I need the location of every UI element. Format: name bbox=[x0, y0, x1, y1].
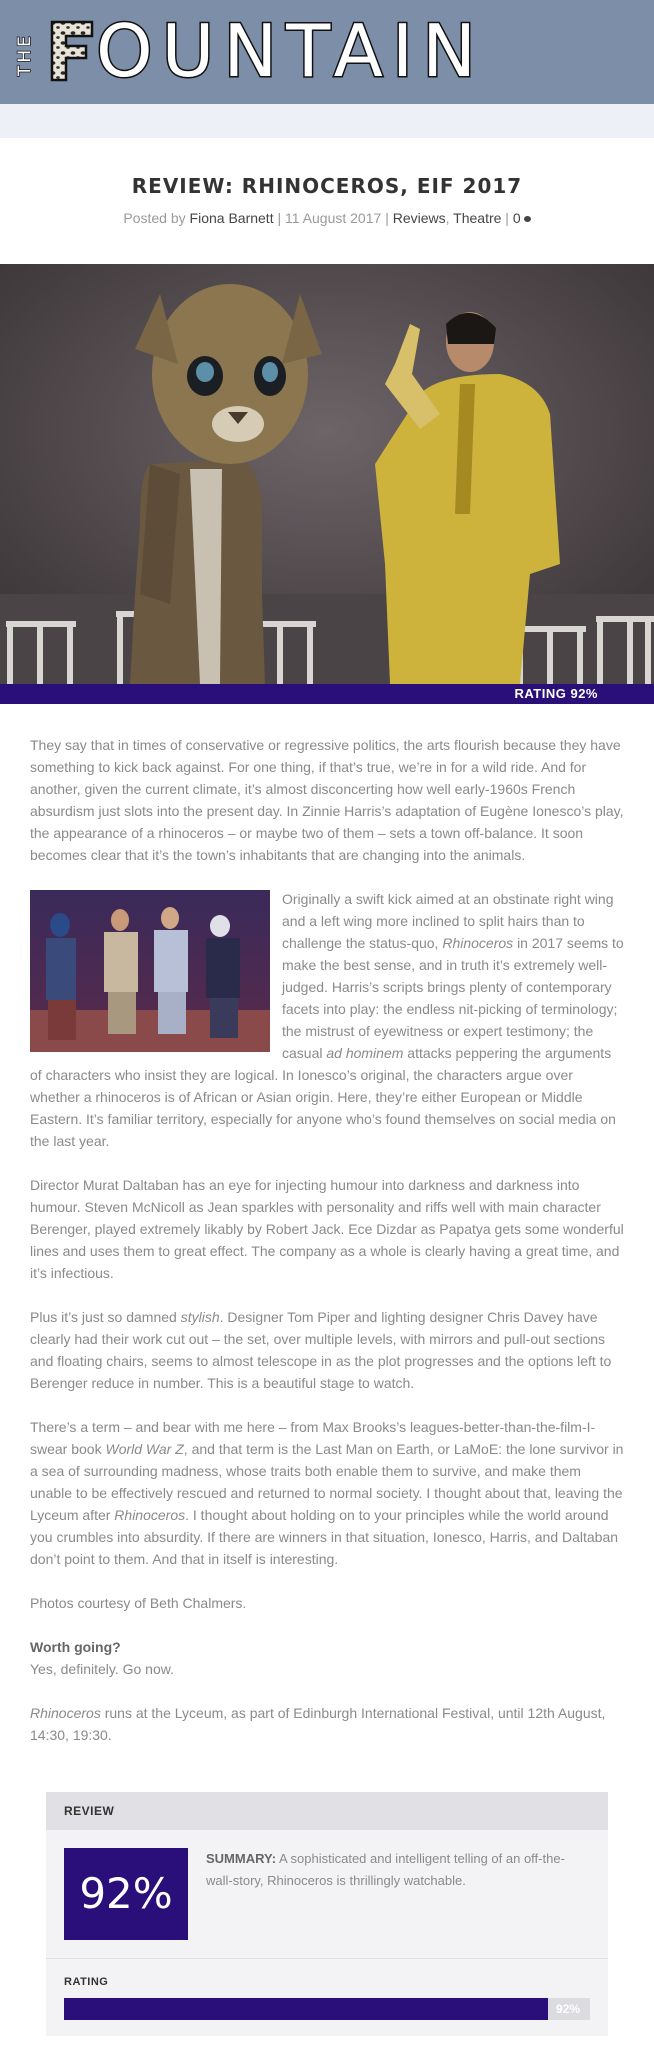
post-meta bbox=[0, 210, 654, 226]
posted-by-label: Posted by bbox=[123, 210, 186, 226]
worth-going-label: Worth going? bbox=[30, 1639, 121, 1655]
meta-separator: | bbox=[277, 210, 282, 226]
article-paragraph: Director Murat Daltaban has an eye for injecting humour into darkness and darkness into humour. Steven McNicoll as Jean sparkles with personality and riffs well with main character Berenger, played extremely likably by Robert Jack. Ece Dizdar as Papatya gets some wonderful lines and uses them to great effect. The company as a whole is clearly having a great time, and it’s infectious. bbox=[30, 1177, 624, 1281]
review-box bbox=[46, 1792, 608, 2036]
emphasis-text: World War Z bbox=[105, 1441, 184, 1457]
stage-photo bbox=[30, 890, 270, 1052]
review-header bbox=[46, 1792, 608, 1830]
hero-rating-badge: RATING 92% bbox=[514, 686, 598, 701]
post-title: REVIEW: RHINOCEROS, EIF 2017 bbox=[131, 174, 523, 198]
review-header-label: REVIEW bbox=[64, 1804, 115, 1818]
paragraph-text: , and that term is the Last Man on Earth, or LaMoE: the lone survivor in a sea of surrounding madness, whose traits both enable them to survive, and make them unable to be effectively rescued and returned to normal society. I thought about that, leaving the Lyceum after bbox=[30, 1441, 624, 1523]
paragraph-text: There’s a term – and bear with me here – from Max Brooks’s leagues-better-than-the-film-I-swear book bbox=[30, 1419, 596, 1457]
article-body bbox=[30, 734, 624, 1768]
emphasis-text: Rhinoceros bbox=[30, 1705, 101, 1721]
runs-info bbox=[30, 1702, 624, 1746]
hero-image bbox=[0, 264, 654, 684]
logo-wordmark[interactable]: OUNTAIN bbox=[96, 9, 485, 93]
summary-label: SUMMARY: bbox=[206, 1851, 277, 1866]
category-link-theatre[interactable]: Theatre bbox=[453, 210, 502, 226]
author-link[interactable]: Fiona Barnett bbox=[189, 210, 274, 226]
comments-link[interactable] bbox=[513, 210, 531, 226]
review-divider bbox=[46, 1958, 608, 1959]
paragraph-text: . I thought about holding on to your principles while the world around you crumbles into absurdity. If there are winners in that situation, Ionesco, Harris, and Daltaban don’t point to them. And that in itself is interesting. bbox=[30, 1507, 619, 1567]
paragraph-text: Originally a swift kick aimed at an obstinate right wing and a left wing more inclined to split hairs than to challenge the status-quo, bbox=[282, 891, 614, 951]
emphasis-text: ad hominem bbox=[326, 1045, 404, 1061]
post-date: 11 August 2017 bbox=[285, 210, 382, 226]
worth-going-text: Yes, definitely. Go now. bbox=[30, 1661, 174, 1677]
header-strip bbox=[0, 104, 654, 138]
category-comma: , bbox=[445, 210, 450, 226]
paragraph-text: . Designer Tom Piper and lighting designer Chris Davey have clearly had their work cut out – the set, over multiple levels, with mirrors and pull-out sections and floating chairs, seems to almost telescope in as the plot progresses and the options left to Berenger reduce in number. This is a beautiful stage to watch. bbox=[30, 1309, 612, 1391]
logo-the-wordmark[interactable] bbox=[14, 22, 36, 80]
emphasis-text: Rhinoceros bbox=[114, 1507, 186, 1523]
paragraph-text: Plus it’s just so damned bbox=[30, 1309, 177, 1325]
site-header bbox=[0, 0, 654, 104]
article-paragraph bbox=[30, 1306, 624, 1394]
paragraph-text: in 2017 seems to make the best sense, and in truth it’s extremely well-judged. Harris’s scripts brings plenty of contemporary facets into play: the endless nit-picking of terminology; the mistrust of eyewitness or expert testimony; the casual bbox=[282, 935, 624, 1061]
logo-the-text: THE bbox=[15, 33, 35, 76]
runs-text: runs at the Lyceum, as part of Edinburgh International Festival, until 12th August, 14:30, 19:30. bbox=[30, 1705, 606, 1743]
rating-bar-value: 92% bbox=[555, 2002, 580, 2016]
logo-f-leopard-icon[interactable] bbox=[50, 20, 94, 82]
photo-credit: Photos courtesy of Beth Chalmers. bbox=[30, 1595, 247, 1611]
inline-photo-four-actors bbox=[30, 890, 270, 1052]
review-score: 92% bbox=[64, 1848, 188, 1940]
worth-going bbox=[30, 1636, 624, 1680]
rating-bar-fill bbox=[64, 1998, 548, 2020]
paragraph-text: attacks peppering the arguments of characters who insist they are logical. In Ionesco’s original, the characters argue over whether a rhinoceros is of African or Asian origin. Here, they’re either European or Middle Eastern. It’s familiar territory, especially for anyone who’s found themselves on social media on the last year. bbox=[30, 1045, 616, 1149]
review-summary bbox=[206, 1848, 590, 1892]
emphasis-text: stylish bbox=[180, 1309, 220, 1325]
article-paragraph bbox=[30, 888, 624, 1152]
emphasis-text: Rhinoceros bbox=[442, 935, 514, 951]
comment-bubble-icon bbox=[524, 216, 531, 222]
hero-rating-strip bbox=[0, 684, 654, 704]
article-paragraph bbox=[30, 1416, 624, 1570]
article-paragraph: They say that in times of conservative or regressive politics, the arts flourish because they have something to kick back against. For one thing, if that’s true, we’re in for a wild ride. And for another, given the current climate, it’s almost disconcerting how well early-1960s French absurdism just slots into the present day. In Zinnie Harris’s adaptation of Eugène Ionesco’s play, the appearance of a rhinoceros – or maybe two of them – sets a town off-balance. It soon becomes clear that it’s the town’s inhabitants that are changing into the animals. bbox=[30, 737, 624, 863]
hero-photo-cat-head-and-yellow-suit bbox=[0, 264, 654, 684]
rating-label: RATING bbox=[64, 1976, 109, 1988]
comment-count: 0 bbox=[512, 210, 521, 226]
summary-text: A sophisticated and intelligent telling of an off-the-wall-story, Rhinoceros is thrillingly watchable. bbox=[206, 1851, 565, 1888]
rating-bar-track bbox=[64, 1998, 590, 2020]
category-link-reviews[interactable]: Reviews bbox=[392, 210, 446, 226]
meta-separator: | bbox=[505, 210, 509, 226]
meta-separator: | bbox=[385, 210, 389, 226]
